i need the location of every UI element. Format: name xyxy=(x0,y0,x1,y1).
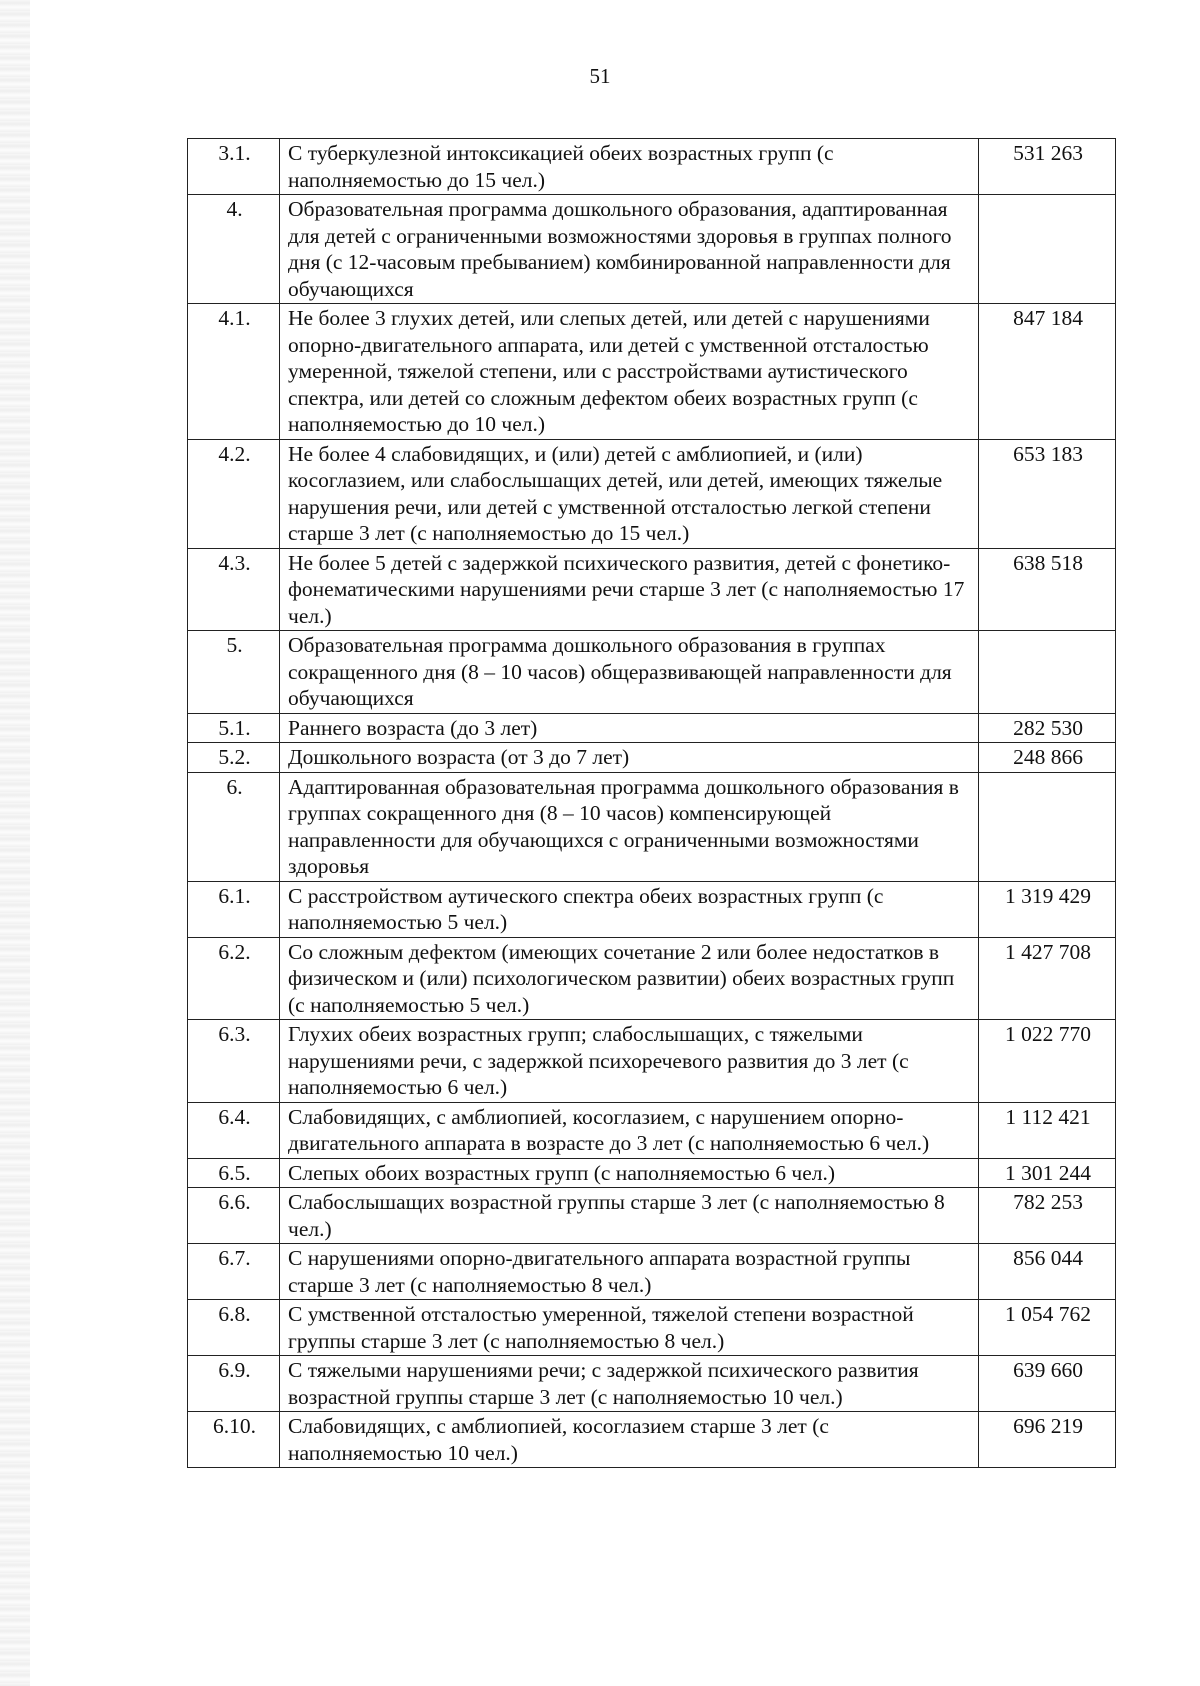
row-value-cell: 653 183 xyxy=(979,439,1116,548)
row-description-cell: С тяжелыми нарушениями речи; с задержкой психического развития возрастной группы старше 3 лет (с наполняемостью 10 чел.) xyxy=(280,1356,979,1412)
table-row xyxy=(188,195,1116,304)
row-number-cell: 6. xyxy=(188,772,280,881)
scan-edge-shadow xyxy=(0,0,30,1686)
row-value-cell: 531 263 xyxy=(979,139,1116,195)
table-row xyxy=(188,743,1116,773)
row-description-cell: Адаптированная образовательная программа дошкольного образования в группах сокращенного дня (8 – 10 часов) компенсирующей направленности для обучающихся с ограниченными возможностями здоровья xyxy=(280,772,979,881)
row-number-cell: 6.6. xyxy=(188,1188,280,1244)
row-value-cell: 639 660 xyxy=(979,1356,1116,1412)
row-value-cell: 638 518 xyxy=(979,548,1116,631)
row-number-cell: 6.3. xyxy=(188,1020,280,1103)
table-row xyxy=(188,304,1116,440)
row-description-cell: С туберкулезной интоксикацией обеих возрастных групп (с наполняемостью до 15 чел.) xyxy=(280,139,979,195)
table-row xyxy=(188,1188,1116,1244)
row-value-cell: 1 427 708 xyxy=(979,937,1116,1020)
row-number-cell: 5.1. xyxy=(188,713,280,743)
row-description-cell: Не более 4 слабовидящих, и (или) детей с амблиопией, и (или) косоглазием, или слабослышащих детей, или детей, имеющих тяжелые нарушения речи, или детей с умственной отсталостью легкой степени старше 3 лет (с наполняемостью до 15 чел.) xyxy=(280,439,979,548)
row-value-cell: 1 319 429 xyxy=(979,881,1116,937)
row-description-cell: С расстройством аутического спектра обеих возрастных групп (с наполняемостью 5 чел.) xyxy=(280,881,979,937)
row-value-cell xyxy=(979,772,1116,881)
row-description-cell: Образовательная программа дошкольного образования в группах сокращенного дня (8 – 10 часов) общеразвивающей направленности для обучающихся xyxy=(280,631,979,714)
table-row xyxy=(188,713,1116,743)
row-number-cell: 3.1. xyxy=(188,139,280,195)
row-number-cell: 4.1. xyxy=(188,304,280,440)
table-row xyxy=(188,631,1116,714)
row-description-cell: Раннего возраста (до 3 лет) xyxy=(280,713,979,743)
row-description-cell: Дошкольного возраста (от 3 до 7 лет) xyxy=(280,743,979,773)
table-row xyxy=(188,1356,1116,1412)
row-value-cell: 782 253 xyxy=(979,1188,1116,1244)
row-number-cell: 5. xyxy=(188,631,280,714)
row-number-cell: 6.5. xyxy=(188,1158,280,1188)
row-value-cell: 847 184 xyxy=(979,304,1116,440)
row-description-cell: Слабослышащих возрастной группы старше 3 лет (с наполняемостью 8 чел.) xyxy=(280,1188,979,1244)
page-number: 51 xyxy=(589,64,611,88)
table-row xyxy=(188,937,1116,1020)
row-value-cell: 1 301 244 xyxy=(979,1158,1116,1188)
row-number-cell: 6.2. xyxy=(188,937,280,1020)
row-description-cell: Слабовидящих, с амблиопией, косоглазием, с нарушением опорно-двигательного аппарата в возрасте до 3 лет (с наполняемостью 6 чел.) xyxy=(280,1102,979,1158)
table-row xyxy=(188,439,1116,548)
row-number-cell: 4.3. xyxy=(188,548,280,631)
table-row xyxy=(188,548,1116,631)
table-row xyxy=(188,1020,1116,1103)
row-number-cell: 6.4. xyxy=(188,1102,280,1158)
row-description-cell: Со сложным дефектом (имеющих сочетание 2 или более недостатков в физическом и (или) психологическом развитии) обеих возрастных групп (с наполняемостью 5 чел.) xyxy=(280,937,979,1020)
row-description-cell: Не более 5 детей с задержкой психического развития, детей с фонетико-фонематическими нарушениями речи старше 3 лет (с наполняемостью 17 чел.) xyxy=(280,548,979,631)
row-description-cell: С нарушениями опорно-двигательного аппарата возрастной группы старше 3 лет (с наполняемостью 8 чел.) xyxy=(280,1244,979,1300)
row-value-cell: 856 044 xyxy=(979,1244,1116,1300)
row-number-cell: 6.9. xyxy=(188,1356,280,1412)
row-number-cell: 6.7. xyxy=(188,1244,280,1300)
table-row xyxy=(188,772,1116,881)
row-number-cell: 6.8. xyxy=(188,1300,280,1356)
row-description-cell: Глухих обеих возрастных групп; слабослышащих, с тяжелыми нарушениями речи, с задержкой психоречевого развития до 3 лет (с наполняемостью 6 чел.) xyxy=(280,1020,979,1103)
row-description-cell: Не более 3 глухих детей, или слепых детей, или детей с нарушениями опорно-двигательного аппарата, или детей с умственной отсталостью умеренной, тяжелой степени, или с расстройствами аутистического спектра, или детей со сложным дефектом обеих возрастных групп (с наполняемостью до 10 чел.) xyxy=(280,304,979,440)
table-row xyxy=(188,1102,1116,1158)
row-value-cell: 282 530 xyxy=(979,713,1116,743)
row-number-cell: 6.1. xyxy=(188,881,280,937)
row-number-cell: 4. xyxy=(188,195,280,304)
table-row xyxy=(188,1158,1116,1188)
row-description-cell: Слепых обоих возрастных групп (с наполняемостью 6 чел.) xyxy=(280,1158,979,1188)
row-number-cell: 6.10. xyxy=(188,1412,280,1468)
table-row xyxy=(188,1412,1116,1468)
row-description-cell: С умственной отсталостью умеренной, тяжелой степени возрастной группы старше 3 лет (с наполняемостью 8 чел.) xyxy=(280,1300,979,1356)
table-row xyxy=(188,1244,1116,1300)
row-value-cell: 248 866 xyxy=(979,743,1116,773)
table-row xyxy=(188,1300,1116,1356)
row-number-cell: 5.2. xyxy=(188,743,280,773)
tariff-table xyxy=(187,138,1116,1468)
row-value-cell xyxy=(979,631,1116,714)
table-body xyxy=(188,139,1116,1468)
row-value-cell: 1 022 770 xyxy=(979,1020,1116,1103)
row-value-cell xyxy=(979,195,1116,304)
row-value-cell: 1 112 421 xyxy=(979,1102,1116,1158)
table-row xyxy=(188,881,1116,937)
row-number-cell: 4.2. xyxy=(188,439,280,548)
row-value-cell: 1 054 762 xyxy=(979,1300,1116,1356)
row-description-cell: Образовательная программа дошкольного образования, адаптированная для детей с ограниченными возможностями здоровья в группах полного дня (с 12-часовым пребыванием) комбинированной направленности для обучающихся xyxy=(280,195,979,304)
table-row xyxy=(188,139,1116,195)
row-description-cell: Слабовидящих, с амблиопией, косоглазием старше 3 лет (с наполняемостью 10 чел.) xyxy=(280,1412,979,1468)
row-value-cell: 696 219 xyxy=(979,1412,1116,1468)
